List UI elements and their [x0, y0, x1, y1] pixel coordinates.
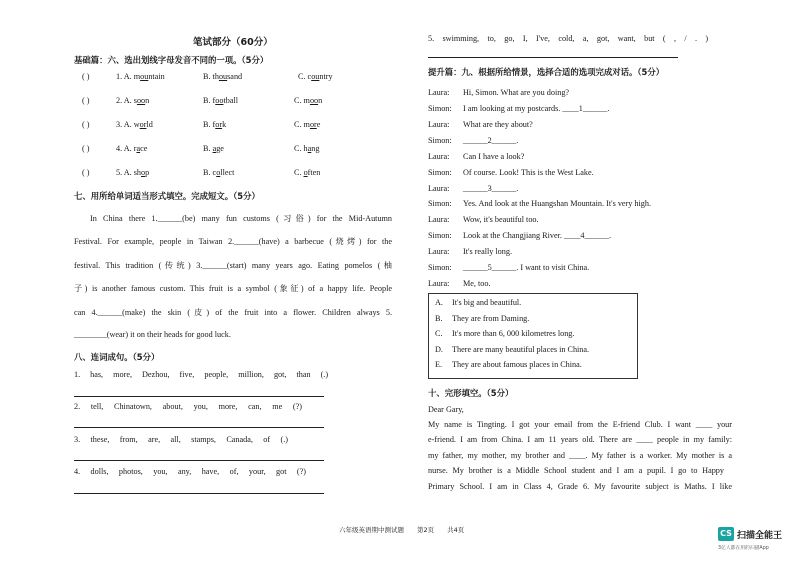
option-c: C. hang — [294, 144, 320, 153]
option-b: B. thousand — [203, 72, 243, 81]
word-order-question: 1. has, more, Dezhou, five, people, million, got, than (.) — [74, 370, 329, 379]
speaker: Simon: — [428, 263, 452, 272]
speaker: Simon: — [428, 168, 452, 177]
dialogue-line: It's really long. — [463, 247, 512, 256]
question-item: 3. A. world — [116, 120, 153, 129]
word-order-question: 5. swimming, to, go, I, I've, cold, a, got, want, but ( , / . ) — [428, 34, 709, 43]
option-key: D. — [435, 345, 443, 354]
option-c: C. often — [294, 168, 321, 177]
section-8-title: 八、连词成句。（5分） — [74, 352, 160, 362]
answer-line[interactable] — [428, 57, 678, 58]
answer-paren: ( ) — [82, 168, 90, 177]
option-b: B. collect — [203, 168, 235, 177]
option-b: B. fork — [203, 120, 227, 129]
option-text: They are from Daming. — [452, 314, 530, 323]
option-key: A. — [435, 298, 443, 307]
speaker: Simon: — [428, 199, 452, 208]
option-text: There are many beautiful places in China. — [452, 345, 590, 354]
answer-line[interactable] — [74, 460, 324, 461]
passage-line: ________(wear) it on their heads for good luck. — [74, 330, 231, 339]
dialogue-line: Look at the Changjiang River. ____4______. — [463, 231, 612, 240]
dialogue-line: ______2______. — [463, 136, 519, 145]
option-text: They are about famous places in China. — [452, 360, 582, 369]
word-order-question: 4. dolls, photos, you, any, have, of, your, got (?) — [74, 467, 307, 476]
section-10-title: 十、完形填空。（5分） — [428, 388, 514, 398]
passage-line: My name is Tingting. I got your email from the E-friend Club. I want ____ your — [428, 420, 732, 429]
option-c: C. moon — [294, 96, 323, 105]
speaker: Laura: — [428, 152, 450, 161]
dialogue-line: ______3______. — [463, 184, 519, 193]
options-box — [428, 293, 638, 379]
question-item: 1. A. mountain — [116, 72, 165, 81]
section-7-title: 七、用所给单词适当形式填空。完成短文。（5分） — [74, 191, 260, 201]
answer-line[interactable] — [74, 396, 324, 397]
word-order-question: 3. these, from, are, all, stamps, Canada, of (.) — [74, 435, 288, 444]
page-title: 笔试部分（60分） — [193, 37, 273, 48]
dialogue-line: What are they about? — [463, 120, 533, 129]
passage-line: Festival. For example, people in Taiwan 2.______(have) a barbecue (烧烤) for the — [74, 237, 392, 246]
speaker: Laura: — [428, 279, 450, 288]
option-key: C. — [435, 329, 443, 338]
question-item: 5. A. shop — [116, 168, 150, 177]
section-6-title: 基础篇：六、选出划线字母发音不同的一项。（5分） — [74, 55, 269, 65]
option-text: It's more than 6, 000 kilometres long. — [452, 329, 575, 338]
dialogue-line: Of course. Look! This is the West Lake. — [463, 168, 594, 177]
camscanner-name: 扫描全能王 — [737, 531, 783, 541]
option-key: E. — [435, 360, 443, 369]
passage-line: 子) is another famous custom. This fruit is a symbol (象征) of a happy life. People — [74, 284, 392, 293]
speaker: Simon: — [428, 231, 452, 240]
dialogue-line: Yes. And look at the Huangshan Mountain. It's very high. — [463, 199, 652, 208]
passage-line: Primary School. I am in Class 4, Grade 6. My favourite subject is Maths. I like — [428, 482, 732, 491]
dialogue-line: Hi, Simon. What are you doing? — [463, 88, 570, 97]
letter-greeting: Dear Gary, — [428, 405, 464, 414]
speaker: Laura: — [428, 120, 450, 129]
speaker: Simon: — [428, 104, 452, 113]
camscanner-tagline: 3亿人都在用的扫描App — [718, 546, 769, 551]
dialogue-line: I am looking at my postcards. ____1______. — [463, 104, 610, 113]
answer-line[interactable] — [74, 493, 324, 494]
answer-paren: ( ) — [82, 144, 90, 153]
passage-line: can 4.______(make) the skin (皮) of the fruit into a flower. Children always 5. — [74, 308, 392, 317]
dialogue-line: Me, too. — [463, 279, 491, 288]
option-key: B. — [435, 314, 443, 323]
option-text: It's big and beautiful. — [452, 298, 522, 307]
page-footer: 六年级英语期中测试题 第2页 共4页 — [339, 526, 465, 534]
speaker: Simon: — [428, 136, 452, 145]
answer-paren: ( ) — [82, 96, 90, 105]
speaker: Laura: — [428, 184, 450, 193]
option-c: C. more — [294, 120, 321, 129]
passage-line: my father, my mother, my brother and ____. My father is a worker. My mother is a — [428, 451, 732, 460]
question-item: 4. A. race — [116, 144, 148, 153]
answer-paren: ( ) — [82, 72, 90, 81]
passage-line: In China there 1.______(be) many fun customs (习俗) for the Mid-Autumn — [90, 214, 392, 223]
dialogue-line: Can I have a look? — [463, 152, 525, 161]
question-item: 2. A. soon — [116, 96, 150, 105]
option-b: B. football — [203, 96, 239, 105]
passage-line: festival. This tradition (传统) 3.______(start) many years ago. Eating pomelos (柚 — [74, 261, 392, 270]
speaker: Laura: — [428, 88, 450, 97]
dialogue-line: Wow, it's beautiful too. — [463, 215, 539, 224]
word-order-question: 2. tell, Chinatown, about, you, more, can, me (?) — [74, 402, 302, 411]
option-b: B. age — [203, 144, 224, 153]
answer-line[interactable] — [74, 427, 324, 428]
section-9-title: 提升篇：九、根据所给情景，选择合适的选项完成对话。（5分） — [428, 67, 665, 77]
camscanner-logo: CS — [718, 527, 734, 541]
dialogue-line: ______5______. I want to visit China. — [463, 263, 590, 272]
passage-line: nurse. My brother is a Middle School student and I am a pupil. I go to Happy — [428, 466, 724, 475]
passage-line: e-friend. I am from China. I am 11 years old. There are ____ people in my family: — [428, 435, 732, 444]
speaker: Laura: — [428, 215, 450, 224]
option-c: C. country — [298, 72, 333, 81]
speaker: Laura: — [428, 247, 450, 256]
answer-paren: ( ) — [82, 120, 90, 129]
